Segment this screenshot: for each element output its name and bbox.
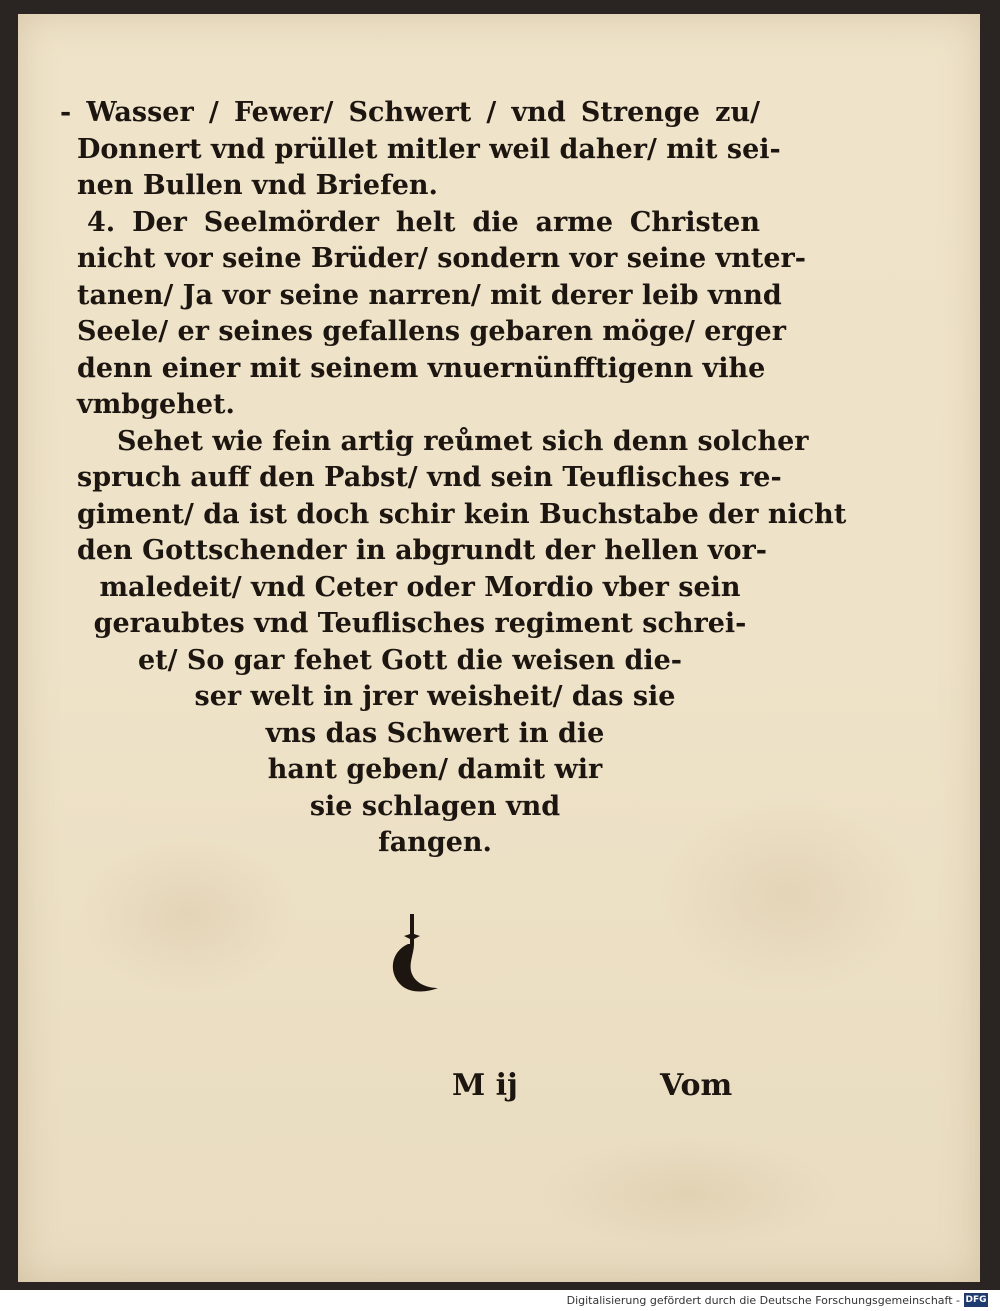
text-line: geraubtes vnd Teuflisches regiment schrei-: [93, 608, 747, 639]
text-line: - Wasser / Fewer/ Schwert / vnd Strenge zu/: [60, 97, 760, 128]
text-line: Sehet wie fein artig reůmet sich denn solcher: [117, 425, 809, 457]
page-text: [60, 95, 847, 862]
text-line: vmbgehet.: [77, 389, 235, 420]
text-line: tanen/ Ja vor seine narren/ mit derer leib vnnd: [77, 279, 782, 311]
text-line: ser welt in jrer weisheit/ das sie: [194, 681, 676, 712]
paper-stain: [538, 1134, 838, 1254]
text-line: giment/ da ist doch schir kein Buchstabe der nicht: [77, 498, 847, 530]
text-line: nen Bullen vnd Briefen.: [77, 170, 438, 201]
text-line: sie schlagen vnd: [309, 790, 561, 822]
catchword: Vom: [660, 1068, 733, 1103]
text-line: hant geben/ damit wir: [267, 754, 603, 785]
leaf-ornament-icon: [380, 912, 450, 1002]
text-line: vns das Schwert in die: [265, 717, 605, 749]
text-line: Donnert vnd prüllet mitler weil daher/ mit sei-: [77, 133, 781, 165]
text-line: denn einer mit seinem vnuernünfftigenn vihe: [77, 352, 766, 384]
text-line: den Gottschender in abgrundt der hellen vor-: [77, 535, 767, 566]
funding-credit: Digitalisierung gefördert durch die Deutsche Forschungsgemeinschaft -: [566, 1294, 960, 1307]
text-line: 4. Der Seelmörder helt die arme Christen: [87, 206, 760, 238]
text-line: nicht vor seine Brüder/ sondern vor seine vnter-: [77, 243, 806, 274]
text-line: maledeit/ vnd Ceter oder Mordio vber sein: [99, 571, 741, 603]
dfg-logo: DFG: [965, 1295, 987, 1305]
text-line: spruch auff den Pabst/ vnd sein Teuflisches re-: [77, 462, 782, 493]
text-line: Seele/ er seines gefallens gebaren möge/ erger: [77, 316, 786, 347]
text-line: fangen.: [378, 827, 492, 858]
text-line: et/ So gar fehet Gott die weisen die-: [137, 644, 683, 676]
signature-mark: M ij: [452, 1068, 518, 1103]
page-footer-line: [60, 1066, 760, 1116]
